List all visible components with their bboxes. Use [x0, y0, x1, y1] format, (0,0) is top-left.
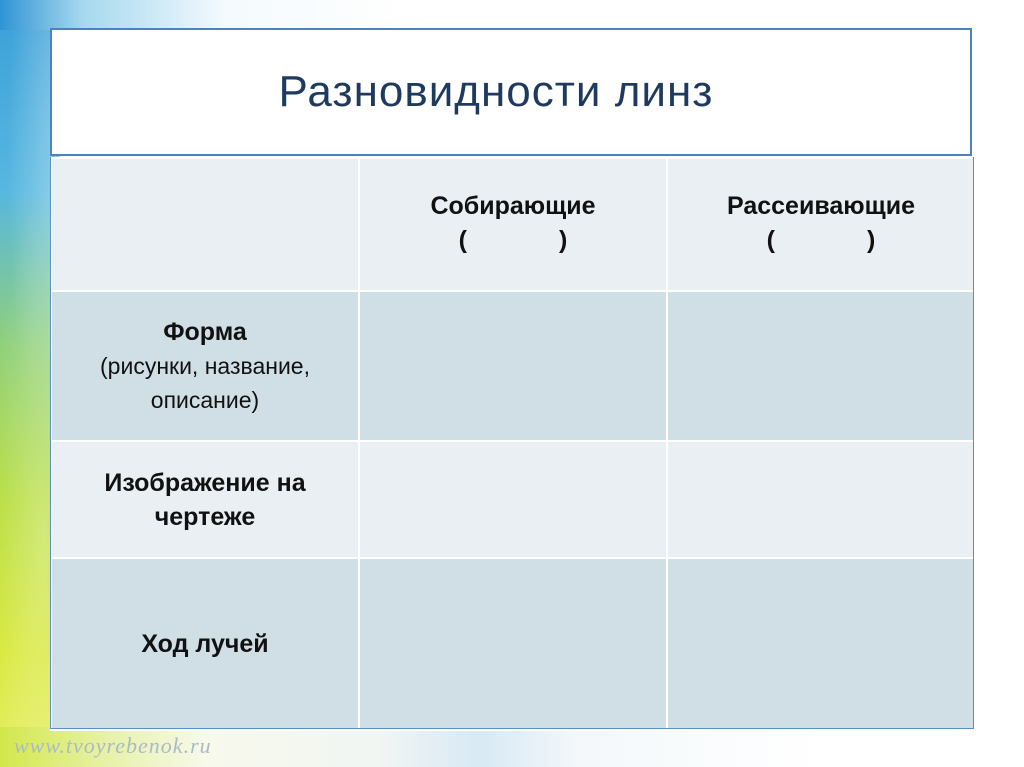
header-diverging-label: Рассеивающие: [727, 192, 915, 220]
background-bottom-glow: [380, 727, 580, 767]
paren-open: (: [458, 226, 467, 254]
lens-types-table: [50, 157, 976, 731]
background-top-strip: [0, 0, 1024, 30]
table-row: [51, 291, 975, 441]
row-label: Ход лучей: [141, 630, 269, 658]
table-row: [51, 558, 975, 730]
converging-cell[interactable]: [359, 558, 667, 730]
title-box: [50, 28, 972, 156]
row-label-cell: [51, 558, 359, 730]
header-converging-cell: [359, 158, 667, 291]
converging-cell[interactable]: [359, 441, 667, 558]
header-diverging-cell: [667, 158, 975, 291]
row-sublabel: (рисунки, название, описание): [100, 353, 310, 413]
paren-open: (: [766, 226, 775, 254]
row-label-cell: [51, 291, 359, 441]
row-label: Форма: [163, 318, 247, 346]
diverging-cell[interactable]: [667, 291, 975, 441]
header-converging-label: Собирающие: [430, 192, 596, 220]
table-header-row: [51, 158, 975, 291]
header-empty-cell: [51, 158, 359, 291]
header-converging-blank: [370, 223, 656, 257]
slide-title: Разновидности линз: [278, 67, 714, 116]
table-row: [51, 441, 975, 558]
paren-close: ): [559, 226, 568, 254]
row-label: Изображение на чертеже: [104, 468, 306, 531]
diverging-cell[interactable]: [667, 558, 975, 730]
converging-cell[interactable]: [359, 291, 667, 441]
header-diverging-blank: [678, 223, 964, 257]
row-label-cell: [51, 441, 359, 558]
diverging-cell[interactable]: [667, 441, 975, 558]
paren-close: ): [867, 226, 876, 254]
watermark: www.tvoyrebenok.ru: [14, 733, 212, 758]
